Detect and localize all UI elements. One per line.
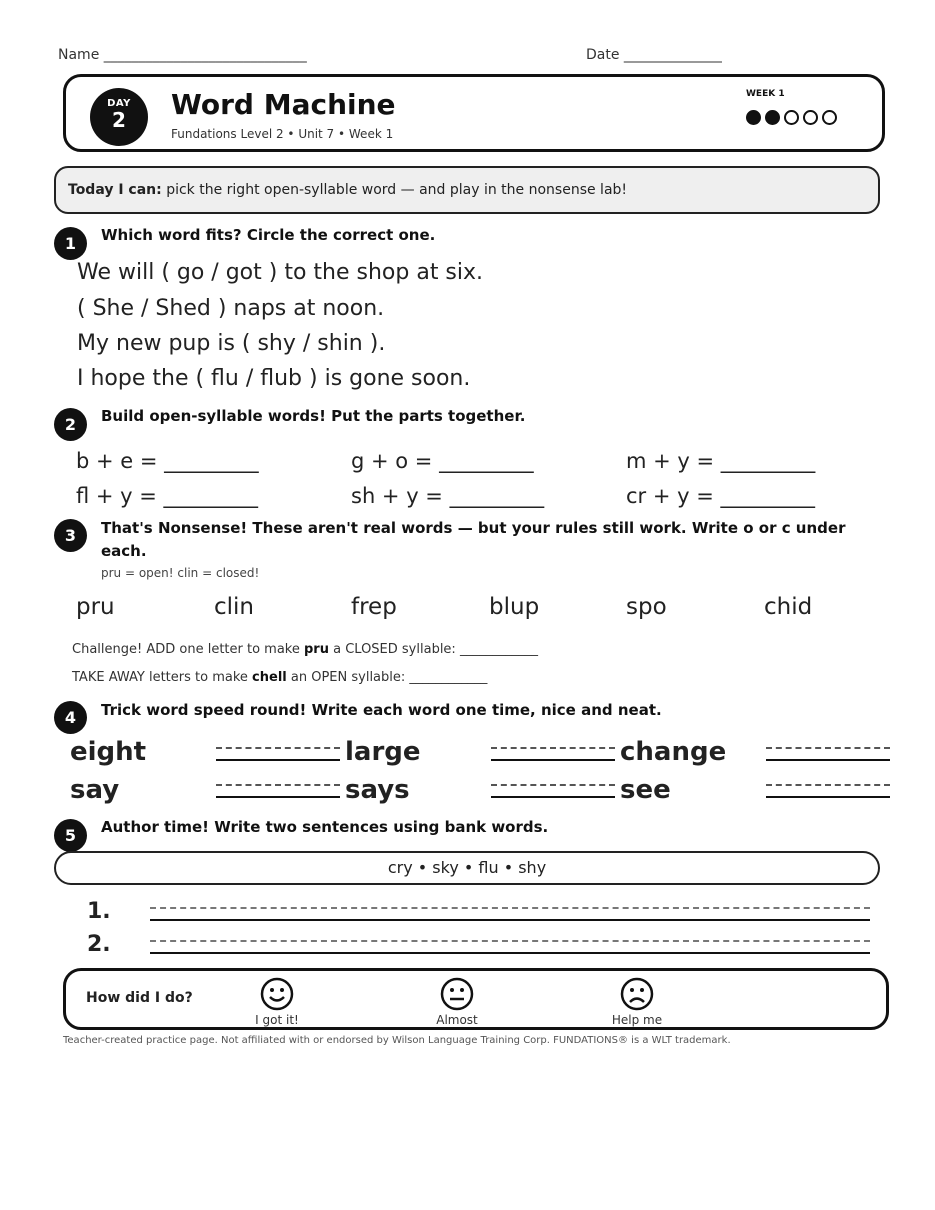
build-item[interactable]: cr + y = _________ — [626, 484, 815, 508]
progress-dot-empty — [822, 110, 837, 125]
trick-word: eight — [70, 737, 147, 767]
progress-dot-empty — [803, 110, 818, 125]
writing-line[interactable] — [491, 747, 615, 761]
progress-dot-empty — [784, 110, 799, 125]
progress-dots — [746, 110, 837, 125]
writing-line[interactable] — [216, 784, 340, 798]
trick-word: says — [345, 775, 410, 805]
self-check-label: How did I do? — [86, 990, 193, 1006]
nonsense-hint: pru = open! clin = closed! — [101, 566, 260, 580]
nonsense-word[interactable]: spo — [626, 594, 667, 620]
sentence-line[interactable] — [150, 940, 870, 954]
section-badge: 3 — [54, 519, 87, 552]
trick-word: change — [620, 737, 727, 767]
goal-box — [54, 166, 880, 214]
nonsense-word[interactable]: pru — [76, 594, 115, 620]
challenge-word: chell — [252, 670, 287, 685]
sentence[interactable]: We will ( go / got ) to the shop at six. — [77, 260, 484, 285]
build-item[interactable]: sh + y = _________ — [351, 484, 545, 508]
section-badge: 4 — [54, 701, 87, 734]
date-field[interactable]: Date ______________ — [586, 47, 722, 63]
sad-face-icon[interactable] — [620, 977, 654, 1015]
sentence-line[interactable] — [150, 907, 870, 921]
section-prompt: Author time! Write two sentences using bank words. — [101, 818, 549, 836]
day-badge — [90, 88, 148, 146]
build-item[interactable]: fl + y = _________ — [76, 484, 259, 508]
sentence[interactable]: I hope the ( flu / flub ) is gone soon. — [77, 366, 471, 391]
challenge-text: TAKE AWAY letters to make — [72, 670, 253, 685]
week-label: WEEK 1 — [746, 89, 785, 99]
nonsense-word[interactable]: blup — [489, 594, 540, 620]
section-prompt: That's Nonsense! These aren't real words — but your rules still work. Write o or c under — [101, 519, 846, 537]
nonsense-word[interactable]: chid — [764, 594, 813, 620]
build-item[interactable]: m + y = _________ — [626, 449, 816, 473]
trick-word: say — [70, 775, 120, 805]
writing-line[interactable] — [491, 784, 615, 798]
nonsense-word[interactable]: frep — [351, 594, 397, 620]
trick-word: see — [620, 775, 671, 805]
progress-dot-filled — [765, 110, 780, 125]
goal-text: pick the right open-syllable word — and play in the nonsense lab! — [161, 182, 628, 198]
challenge-take-away[interactable] — [72, 670, 487, 685]
build-item[interactable]: g + o = _________ — [351, 449, 534, 473]
challenge-text: an OPEN syllable: ____________ — [286, 670, 488, 685]
sentence[interactable]: ( She / Shed ) naps at noon. — [77, 296, 385, 321]
writing-line[interactable] — [766, 784, 890, 798]
trick-word: large — [345, 737, 421, 767]
day-label: DAY — [107, 98, 131, 109]
day-number: 2 — [112, 108, 126, 132]
sentence-number: 1. — [87, 899, 111, 924]
section-badge: 5 — [54, 819, 87, 852]
section-prompt: Which word fits? Circle the correct one. — [101, 226, 436, 244]
build-item[interactable]: b + e = _________ — [76, 449, 259, 473]
goal-lead: Today I can: — [68, 182, 162, 198]
challenge-add[interactable] — [72, 642, 538, 657]
self-check-option-label: Almost — [436, 1013, 478, 1027]
section-prompt: Build open-syllable words! Put the parts together. — [101, 407, 526, 425]
section-prompt: Trick word speed round! Write each word one time, nice and neat. — [101, 701, 662, 719]
section-badge: 2 — [54, 408, 87, 441]
writing-line[interactable] — [216, 747, 340, 761]
word-bank: cry • sky • flu • shy — [54, 851, 880, 885]
footer-disclaimer: Teacher-created practice page. Not affiliated with or endorsed by Wilson Language Training Corp. FUNDATIONS® is a WLT trademark. — [63, 1035, 731, 1046]
progress-dot-filled — [746, 110, 761, 125]
happy-face-icon[interactable] — [260, 977, 294, 1015]
self-check-option-label: I got it! — [255, 1013, 299, 1027]
sentence[interactable]: My new pup is ( shy / shin ). — [77, 331, 386, 356]
page-subtitle: Fundations Level 2 • Unit 7 • Week 1 — [171, 127, 394, 141]
self-check-option-label: Help me — [611, 1013, 663, 1027]
section-badge: 1 — [54, 227, 87, 260]
nonsense-word[interactable]: clin — [214, 594, 255, 620]
neutral-face-icon[interactable] — [440, 977, 474, 1015]
challenge-text: a CLOSED syllable: ____________ — [328, 642, 538, 657]
challenge-word: pru — [304, 642, 329, 657]
name-field[interactable]: Name _____________________________ — [58, 47, 307, 63]
sentence-number: 2. — [87, 932, 111, 957]
section-prompt-cont: each. — [101, 542, 147, 560]
writing-line[interactable] — [766, 747, 890, 761]
page-title: Word Machine — [171, 88, 396, 121]
challenge-text: Challenge! ADD one letter to make — [72, 642, 304, 657]
